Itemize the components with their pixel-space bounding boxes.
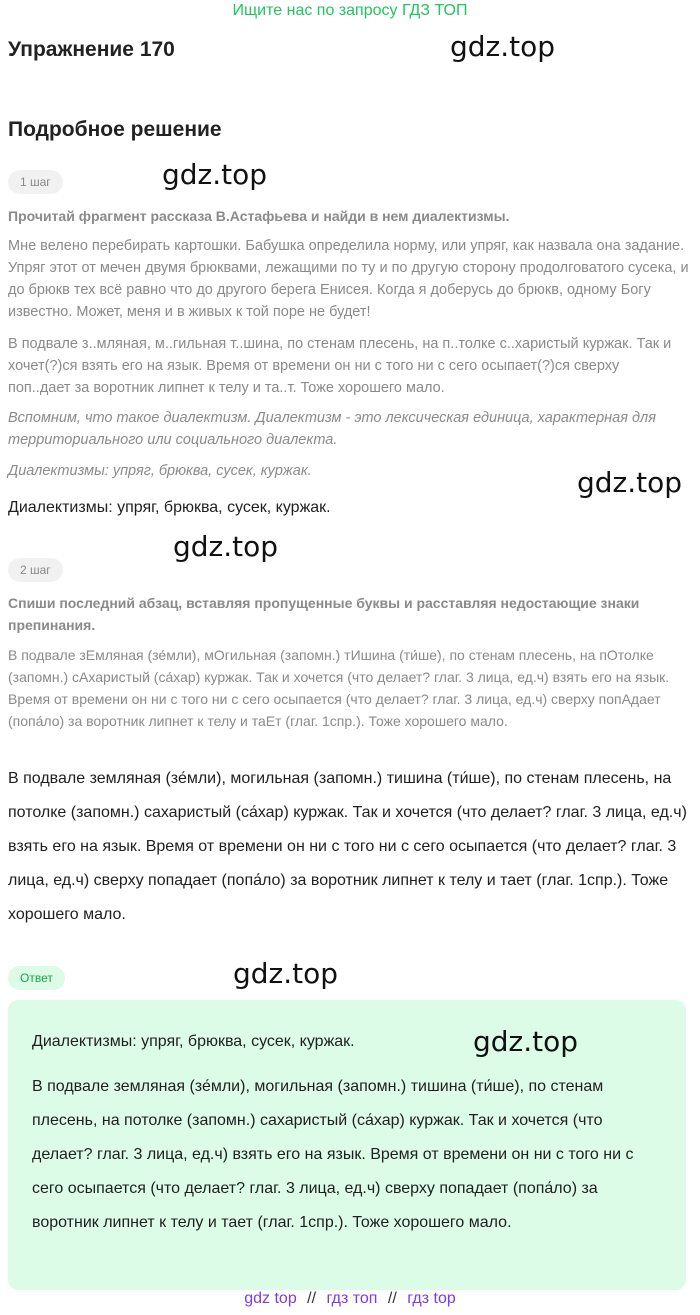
search-hint-banner: Ищите нас по запросу ГДЗ ТОП xyxy=(232,2,468,19)
footer-link-gdz-top[interactable]: gdz top xyxy=(244,1290,297,1307)
watermark: gdz.top xyxy=(473,1025,579,1058)
footer-link-gdz-top-ru[interactable]: гдз топ xyxy=(326,1290,378,1307)
step-2-badge: 2 шаг xyxy=(8,558,63,582)
step-2-task: Спиши последний абзац, вставляя пропущенные буквы и расставляя недостающие знаки препинания. xyxy=(8,595,640,633)
watermark: gdz.top xyxy=(173,530,279,563)
step-1-text-fragment: Мне велено перебирать картошки. Бабушка определила норму, или упряг, как назвала она задание. Упряг этот от мечен двумя брюквами, лежащими по ту и по другую сторону продолговатого сусека, и до брюкв тех всё равно что до другого берега Енисея. Когда я доберусь до брюкв, одному Богу известно. Может, меня и в живых к той поре не будет! xyxy=(8,238,689,320)
watermark: gdz.top xyxy=(577,466,683,499)
footer-separator: // xyxy=(307,1290,317,1307)
step-1-result: Диалектизмы: упряг, брюква, сусек, куржак. xyxy=(8,499,331,516)
step-1-task: Прочитай фрагмент рассказа В.Астафьева и найди в нем диалектизмы. xyxy=(8,208,510,224)
watermark: gdz.top xyxy=(450,30,556,63)
solution-title: Подробное решение xyxy=(8,118,222,141)
exercise-title: Упражнение 170 xyxy=(8,38,175,61)
step-1-badge: 1 шаг xyxy=(8,170,63,194)
watermark: gdz.top xyxy=(233,957,339,990)
step-1-text-fragment-2: В подвале з..мляная, м..гильная т..шина, по стенам плесень, на п..толке с..харистый куржак. Так и хочет(?)ся взять его на язык. Время от времени он ни с того ни с сего осыпает(?)ся сверху поп..дает за воротник липнет к телу и та..т. Тоже хорошего мало. xyxy=(8,336,672,396)
answer-badge: Ответ xyxy=(8,966,65,990)
step-2-text: В подвале зЕмляная (зе́мли), мОгильная (запомн.) тИшина (ти́ше), по стенам плесень, на пОтолке (запомн.) сАхаристый (са́хар) куржак. Так и хочется (что делает? глаг. 3 лица, ед.ч) взять его на язык. Время от времени он ни с того ни с сего осыпается (что делает? глаг. 3 лица, ед.ч) сверху попАдает (попа́ло) за воротник липнет к телу и таЕт (глаг. 1спр.). Тоже хорошего мало. xyxy=(8,647,670,729)
watermark: gdz.top xyxy=(162,158,268,191)
step-1-definition: Вспомним, что такое диалектизм. Диалектизм - это лексическая единица, характерная для территориального или социального диалекта. xyxy=(8,410,656,448)
footer-separator: // xyxy=(387,1290,397,1307)
answer-line-2: В подвале земляная (зе́мли), могильная (запомн.) тишина (ти́ше), по стенам плесень, на потолке (запомн.) сахаристый (са́хар) куржак. Так и хочется (что делает? глаг. 3 лица, ед.ч) взять его на язык. Время от времени он ни с того ни с сего осыпается (что делает? глаг. 3 лица, ед.ч) сверху попадает (попа́ло) за воротник липнет к телу и тает (глаг. 1спр.). Тоже хорошего мало. xyxy=(32,1078,634,1231)
step-1-italic-result: Диалектизмы: упряг, брюква, сусек, куржак. xyxy=(8,463,312,479)
footer-link-gdz-top-mixed[interactable]: гдз top xyxy=(407,1290,456,1307)
step-2-result: В подвале земляная (зе́мли), могильная (запомн.) тишина (ти́ше), по стенам плесень, на потолке (запомн.) сахаристый (са́хар) куржак. Так и хочется (что делает? глаг. 3 лица, ед.ч) взять его на язык. Время от времени он ни с того ни с сего осыпается (что делает? глаг. 3 лица, ед.ч) сверху попадает (попа́ло) за воротник липнет к телу и тает (глаг. 1спр.). Тоже хорошего мало. xyxy=(8,770,687,923)
footer-links xyxy=(0,1290,700,1308)
answer-line-1: Диалектизмы: упряг, брюква, сусек, куржак. xyxy=(32,1033,355,1050)
